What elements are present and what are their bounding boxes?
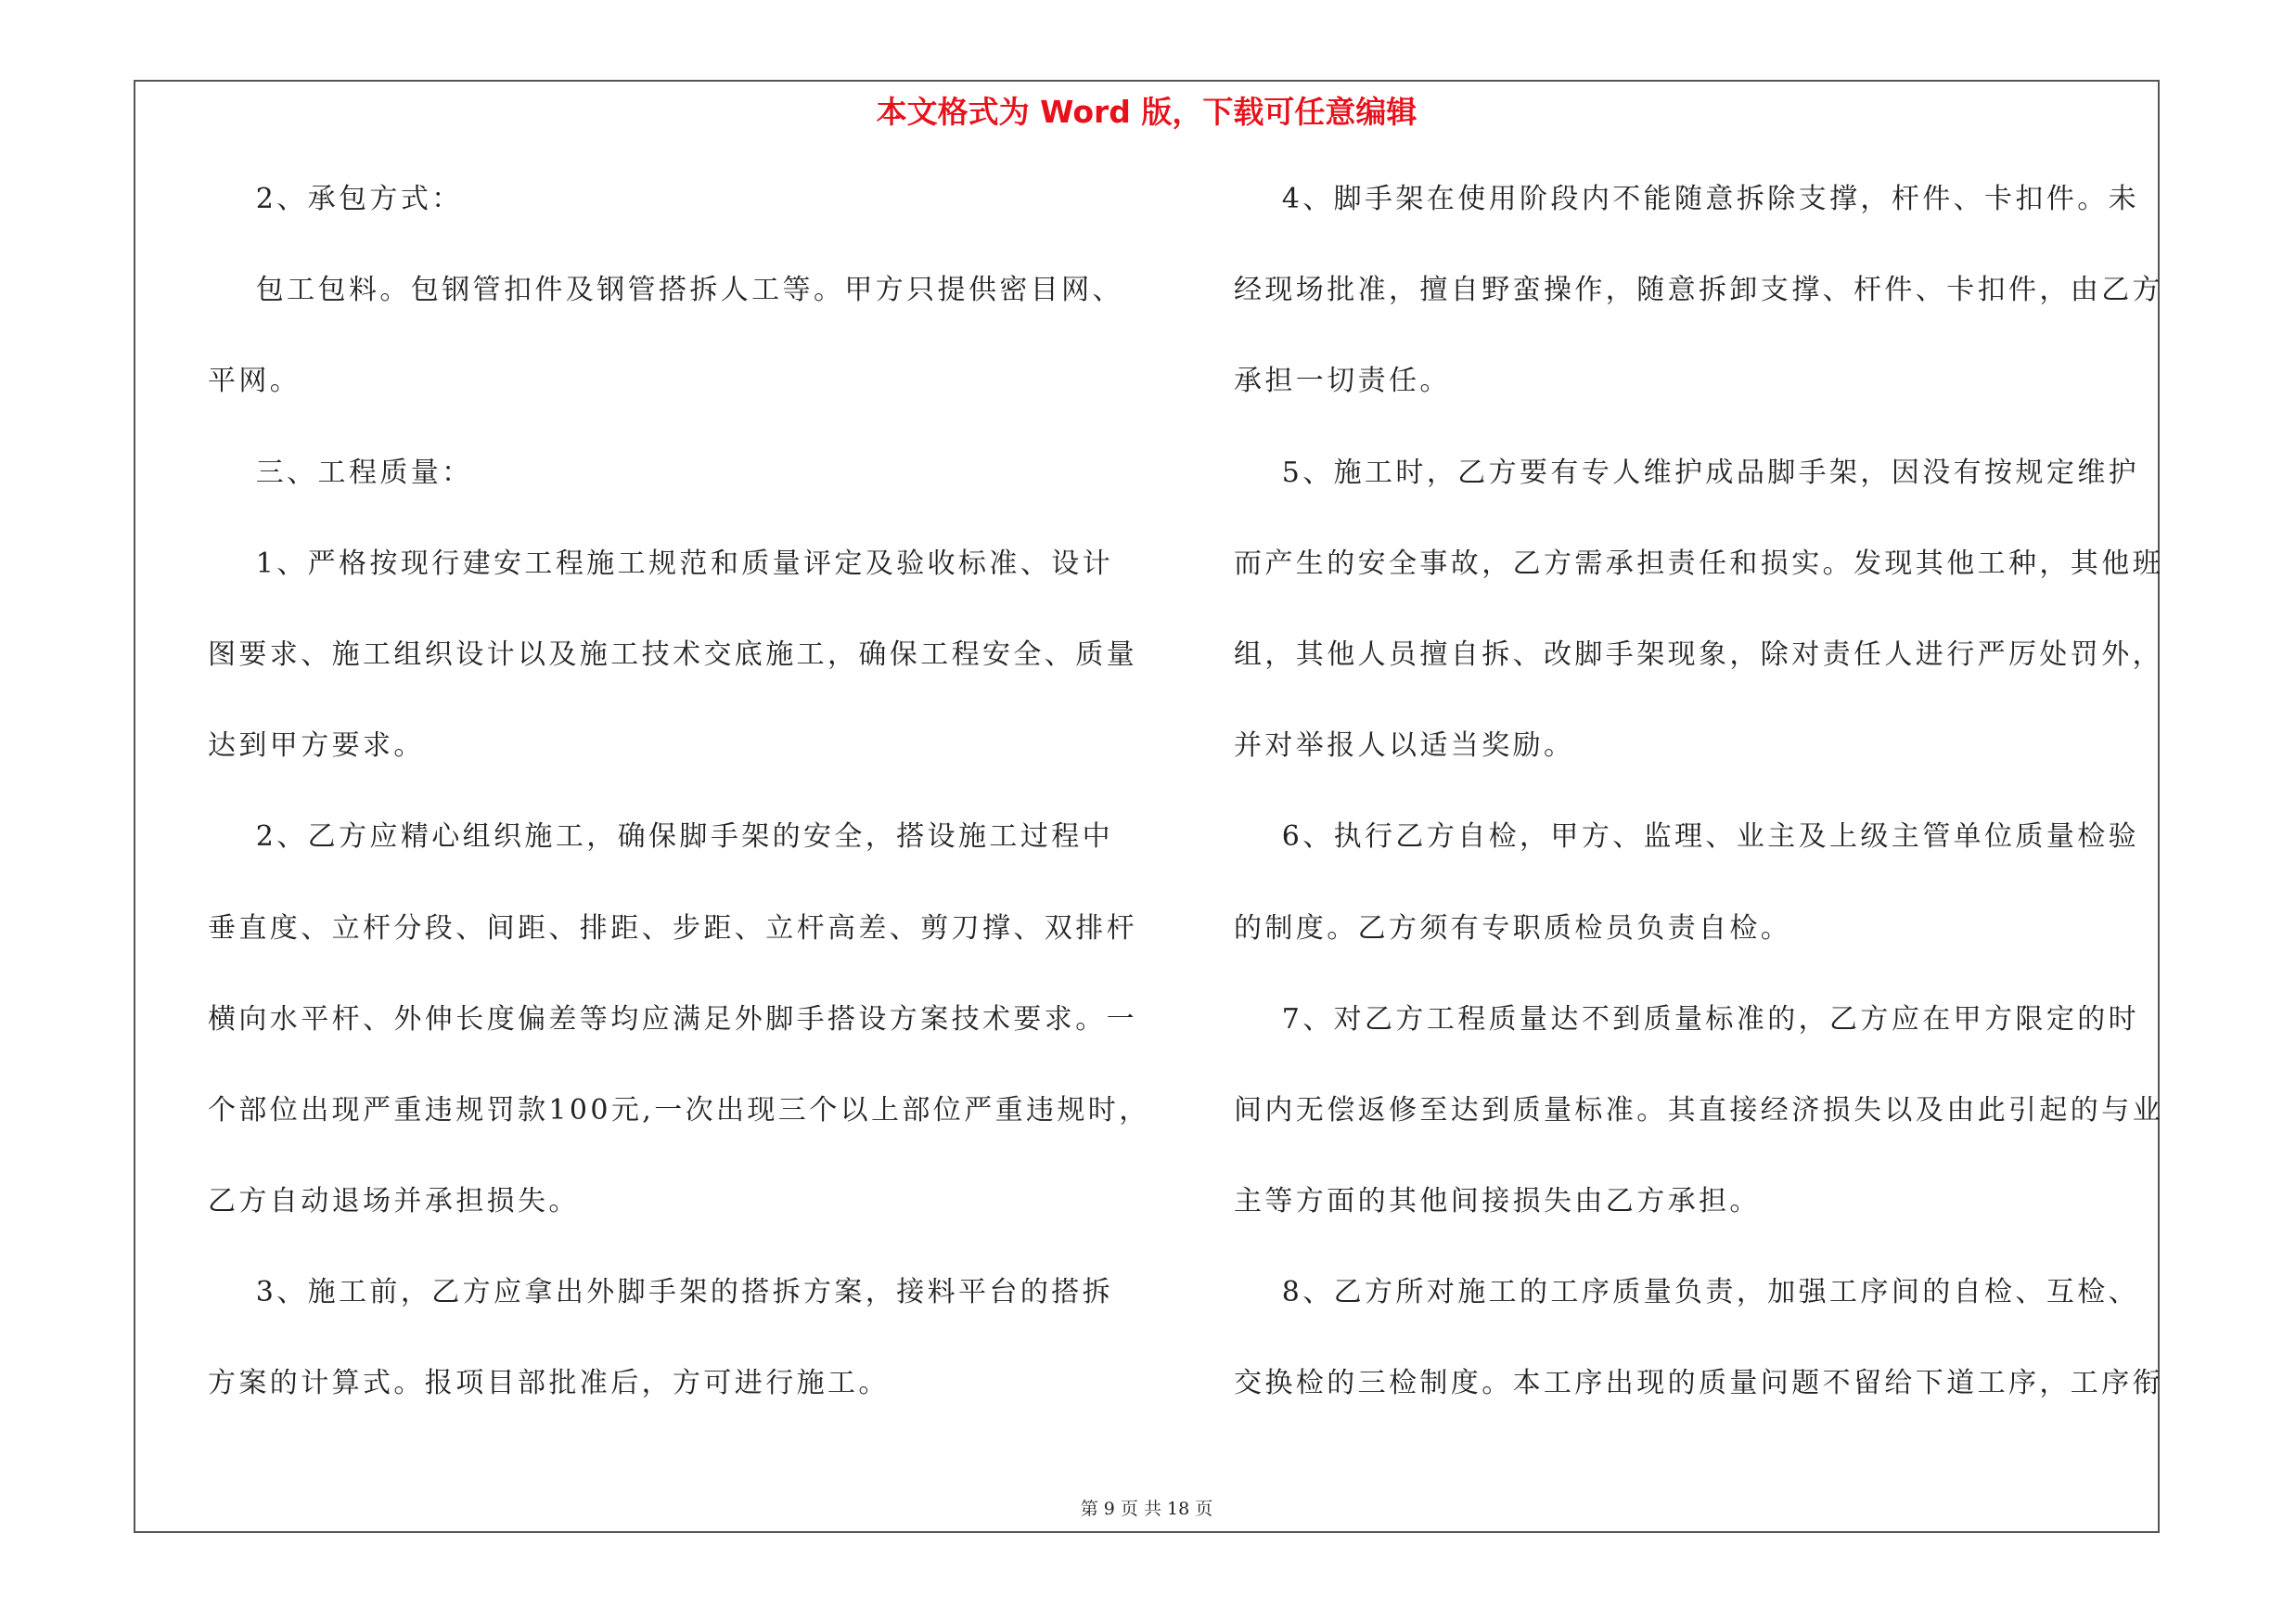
text-line: 6、执行乙方自检，甲方、监理、业主及上级主管单位质量检验 (1234, 820, 2140, 854)
text-line: 承担一切责任。 (1234, 365, 1451, 398)
text-line: 3、施工前，乙方应拿出外脚手架的搭拆方案，接料平台的搭拆 (208, 1276, 1114, 1309)
text-line: 而产生的安全事故，乙方需承担责任和损实。发现其他工种，其他班 (1234, 547, 2163, 580)
text-line: 图要求、施工组织设计以及施工技术交底施工，确保工程安全、质量 (208, 638, 1137, 671)
text-line: 三、工程质量： (208, 456, 473, 489)
text-line: 的制度。乙方须有专职质检员负责自检。 (1234, 911, 1792, 945)
text-line: 方案的计算式。报项目部批准后，方可进行施工。 (208, 1367, 890, 1400)
document-page (134, 80, 2163, 1533)
text-line: 乙方自动退场并承担损失。 (208, 1185, 580, 1218)
text-line: 包工包料。包钢管扣件及钢管搭拆人工等。甲方只提供密目网、 (208, 274, 1123, 307)
text-line: 组，其他人员擅自拆、改脚手架现象，除对责任人进行严厉处罚外， (1234, 638, 2163, 671)
text-line: 2、承包方式： (208, 183, 463, 215)
left-column (208, 178, 1182, 1454)
text-line: 个部位出现严重违规罚款100元,一次出现三个以上部位严重违规时， (208, 1093, 1150, 1127)
text-line: 垂直度、立杆分段、间距、排距、步距、立杆高差、剪刀撑、双排杆 (208, 911, 1137, 945)
text-line: 5、施工时，乙方要有专人维护成品脚手架，因没有按规定维护 (1234, 456, 2140, 489)
text-line: 经现场批准，擅自野蛮操作，随意拆卸支撑、杆件、卡扣件，由乙方 (1234, 274, 2163, 307)
text-line: 4、脚手架在使用阶段内不能随意拆除支撑，杆件、卡扣件。未 (1234, 183, 2140, 215)
text-line: 8、乙方所对施工的工序质量负责，加强工序间的自检、互检、 (1234, 1276, 2140, 1309)
text-line: 主等方面的其他间接损失由乙方承担。 (1234, 1185, 1761, 1218)
text-line: 2、乙方应精心组织施工，确保脚手架的安全，搭设施工过程中 (208, 820, 1114, 854)
text-line: 并对举报人以适当奖励。 (1234, 729, 1575, 763)
text-line: 达到甲方要求。 (208, 729, 425, 763)
header-banner: 本文格式为 Word 版，下载可任意编辑 (876, 94, 1417, 130)
text-line: 横向水平杆、外伸长度偏差等均应满足外脚手搭设方案技术要求。一 (208, 1002, 1137, 1036)
page-number: 第 9 页 共 18 页 (1080, 1499, 1213, 1519)
right-column (1234, 178, 2208, 1454)
text-line: 间内无偿返修至达到质量标准。其直接经济损失以及由此引起的与业 (1234, 1093, 2163, 1127)
text-line: 交换检的三检制度。本工序出现的质量问题不留给下道工序，工序衔 (1234, 1367, 2163, 1400)
text-line: 平网。 (208, 365, 301, 398)
text-line: 7、对乙方工程质量达不到质量标准的，乙方应在甲方限定的时 (1234, 1002, 2140, 1036)
text-line: 1、严格按现行建安工程施工规范和质量评定及验收标准、设计 (208, 547, 1114, 580)
